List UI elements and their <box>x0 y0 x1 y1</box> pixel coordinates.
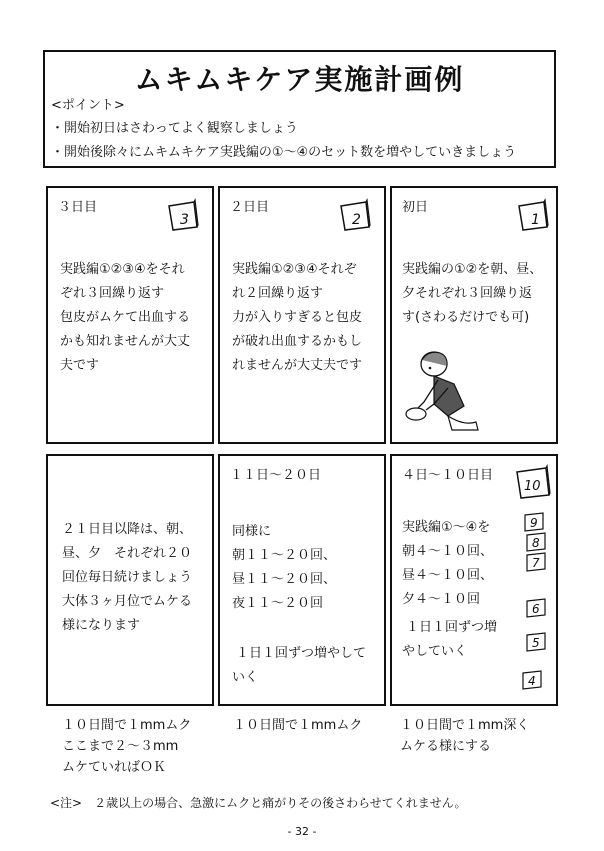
cell-line: いく <box>232 670 259 685</box>
cell-line: が破れ出血するかもし <box>232 334 363 349</box>
caption-line: ムケていればＯＫ <box>62 760 167 775</box>
cell-day4 <box>390 454 558 706</box>
cell-line: 同様に <box>232 524 272 539</box>
point-item: ・開始後除々にムキムキケア実践編の①～④のセット数を増やしていきましょう <box>51 145 517 160</box>
cell-line: やしていく <box>402 644 468 659</box>
cell-line: 力が入りすぎると包皮 <box>232 310 363 325</box>
cell-line: れ２回繰り返す <box>232 286 324 301</box>
cell-line: ぞれ３回繰り返す <box>60 286 165 301</box>
cell-line: 昼、夕 それぞれ２０ <box>62 546 193 561</box>
cell-line: １日１回ずつ増やして <box>236 646 367 661</box>
cell-line: 昼１１～２０回、 <box>232 572 337 587</box>
calendar-icon <box>512 464 552 500</box>
calendar-icon-number: 3 <box>180 212 189 228</box>
caption-line: ムケる様にする <box>400 739 492 754</box>
cell-day11 <box>218 454 386 706</box>
cell-day2 <box>218 186 386 444</box>
calendar-icon-number: 1 <box>531 212 540 228</box>
page-tag-icon <box>524 632 548 652</box>
cell-line: 朝１１～２０回、 <box>232 548 337 563</box>
cell-line: 朝４～１０回、 <box>402 544 494 559</box>
cell-line: 昼４～１０回、 <box>402 568 494 583</box>
cell-label: ２日目 <box>230 200 270 215</box>
cell-line: 実践編①②③④それぞ <box>232 262 357 277</box>
page-tag-icon <box>522 512 546 532</box>
page-tag-icon <box>520 670 544 690</box>
calendar-icon <box>336 198 372 232</box>
page-tag-number: 7 <box>532 556 540 570</box>
cell-line: 回位毎日続けましょう <box>62 570 193 585</box>
cell-label: １１日～２０日 <box>230 468 322 483</box>
cell-line: 夜１１～２０回 <box>232 596 324 611</box>
page-title: ムキムキケア実施計画例 <box>134 63 465 96</box>
cell-label: ４日～１０日目 <box>402 468 494 483</box>
cell-line: 包皮がムケて出血する <box>60 310 191 325</box>
cell-day21 <box>46 454 214 706</box>
cell-line: かも知れませんが大丈 <box>60 334 191 349</box>
page-number: - 32 - <box>287 825 317 838</box>
cell-label: ３日目 <box>58 200 98 215</box>
cell-day1 <box>390 186 558 444</box>
page-tag-icon <box>524 532 548 552</box>
points-label: <ポイント> <box>51 98 125 113</box>
child-illustration <box>404 344 494 434</box>
cell-line: ２１日目以降は、朝、 <box>62 522 193 537</box>
caption-line: １０日間で１mmムク <box>233 718 363 733</box>
calendar-icon <box>514 198 550 232</box>
caption-left <box>62 715 191 778</box>
cell-line: 実践編の①②を朝、昼、 <box>402 262 543 277</box>
cell-line: 夕それぞれ３回繰り返 <box>402 286 533 301</box>
cell-line: １日１回ずつ増 <box>406 620 498 635</box>
cell-line: 夫です <box>60 358 100 373</box>
cell-line: す(さわるだけでも可) <box>402 310 530 325</box>
cell-line: 大体３ヶ月位でムケる <box>62 594 193 609</box>
page-tag-number: 6 <box>532 602 540 616</box>
cell-label: 初日 <box>402 200 429 215</box>
page-tag-number: 9 <box>530 516 538 530</box>
page-tag-icon <box>524 552 548 572</box>
point-item: ・開始初日はさわってよく観察しましょう <box>51 121 298 136</box>
page-tag-number: 4 <box>528 674 536 688</box>
footnote: <注> ２歳以上の場合、急激にムクと痛がりその後さわらせてくれません。 <box>50 796 467 810</box>
calendar-icon-number: 10 <box>524 479 541 494</box>
header-box <box>43 50 556 168</box>
cell-line: 実践編①②③④をそれ <box>60 262 185 277</box>
cell-line: 様になります <box>62 618 141 633</box>
cell-day3 <box>46 186 214 444</box>
caption-line: １０日間で１mmムク <box>62 718 192 733</box>
caption-right <box>400 715 529 757</box>
calendar-icon <box>164 198 200 232</box>
cell-line: れませんが大丈夫です <box>232 358 363 373</box>
page-tag-number: 5 <box>532 636 540 650</box>
caption-line: ここまで２～３mm <box>62 739 179 754</box>
page-tag-number: 8 <box>532 536 540 550</box>
caption-middle <box>233 715 362 736</box>
cell-line: 夕４～１０回 <box>402 592 481 607</box>
calendar-icon-number: 2 <box>352 212 361 228</box>
cell-line: 実践編①～④を <box>402 520 491 535</box>
page-tag-icon <box>524 598 548 618</box>
caption-line: １０日間で１mm深く <box>400 718 530 733</box>
